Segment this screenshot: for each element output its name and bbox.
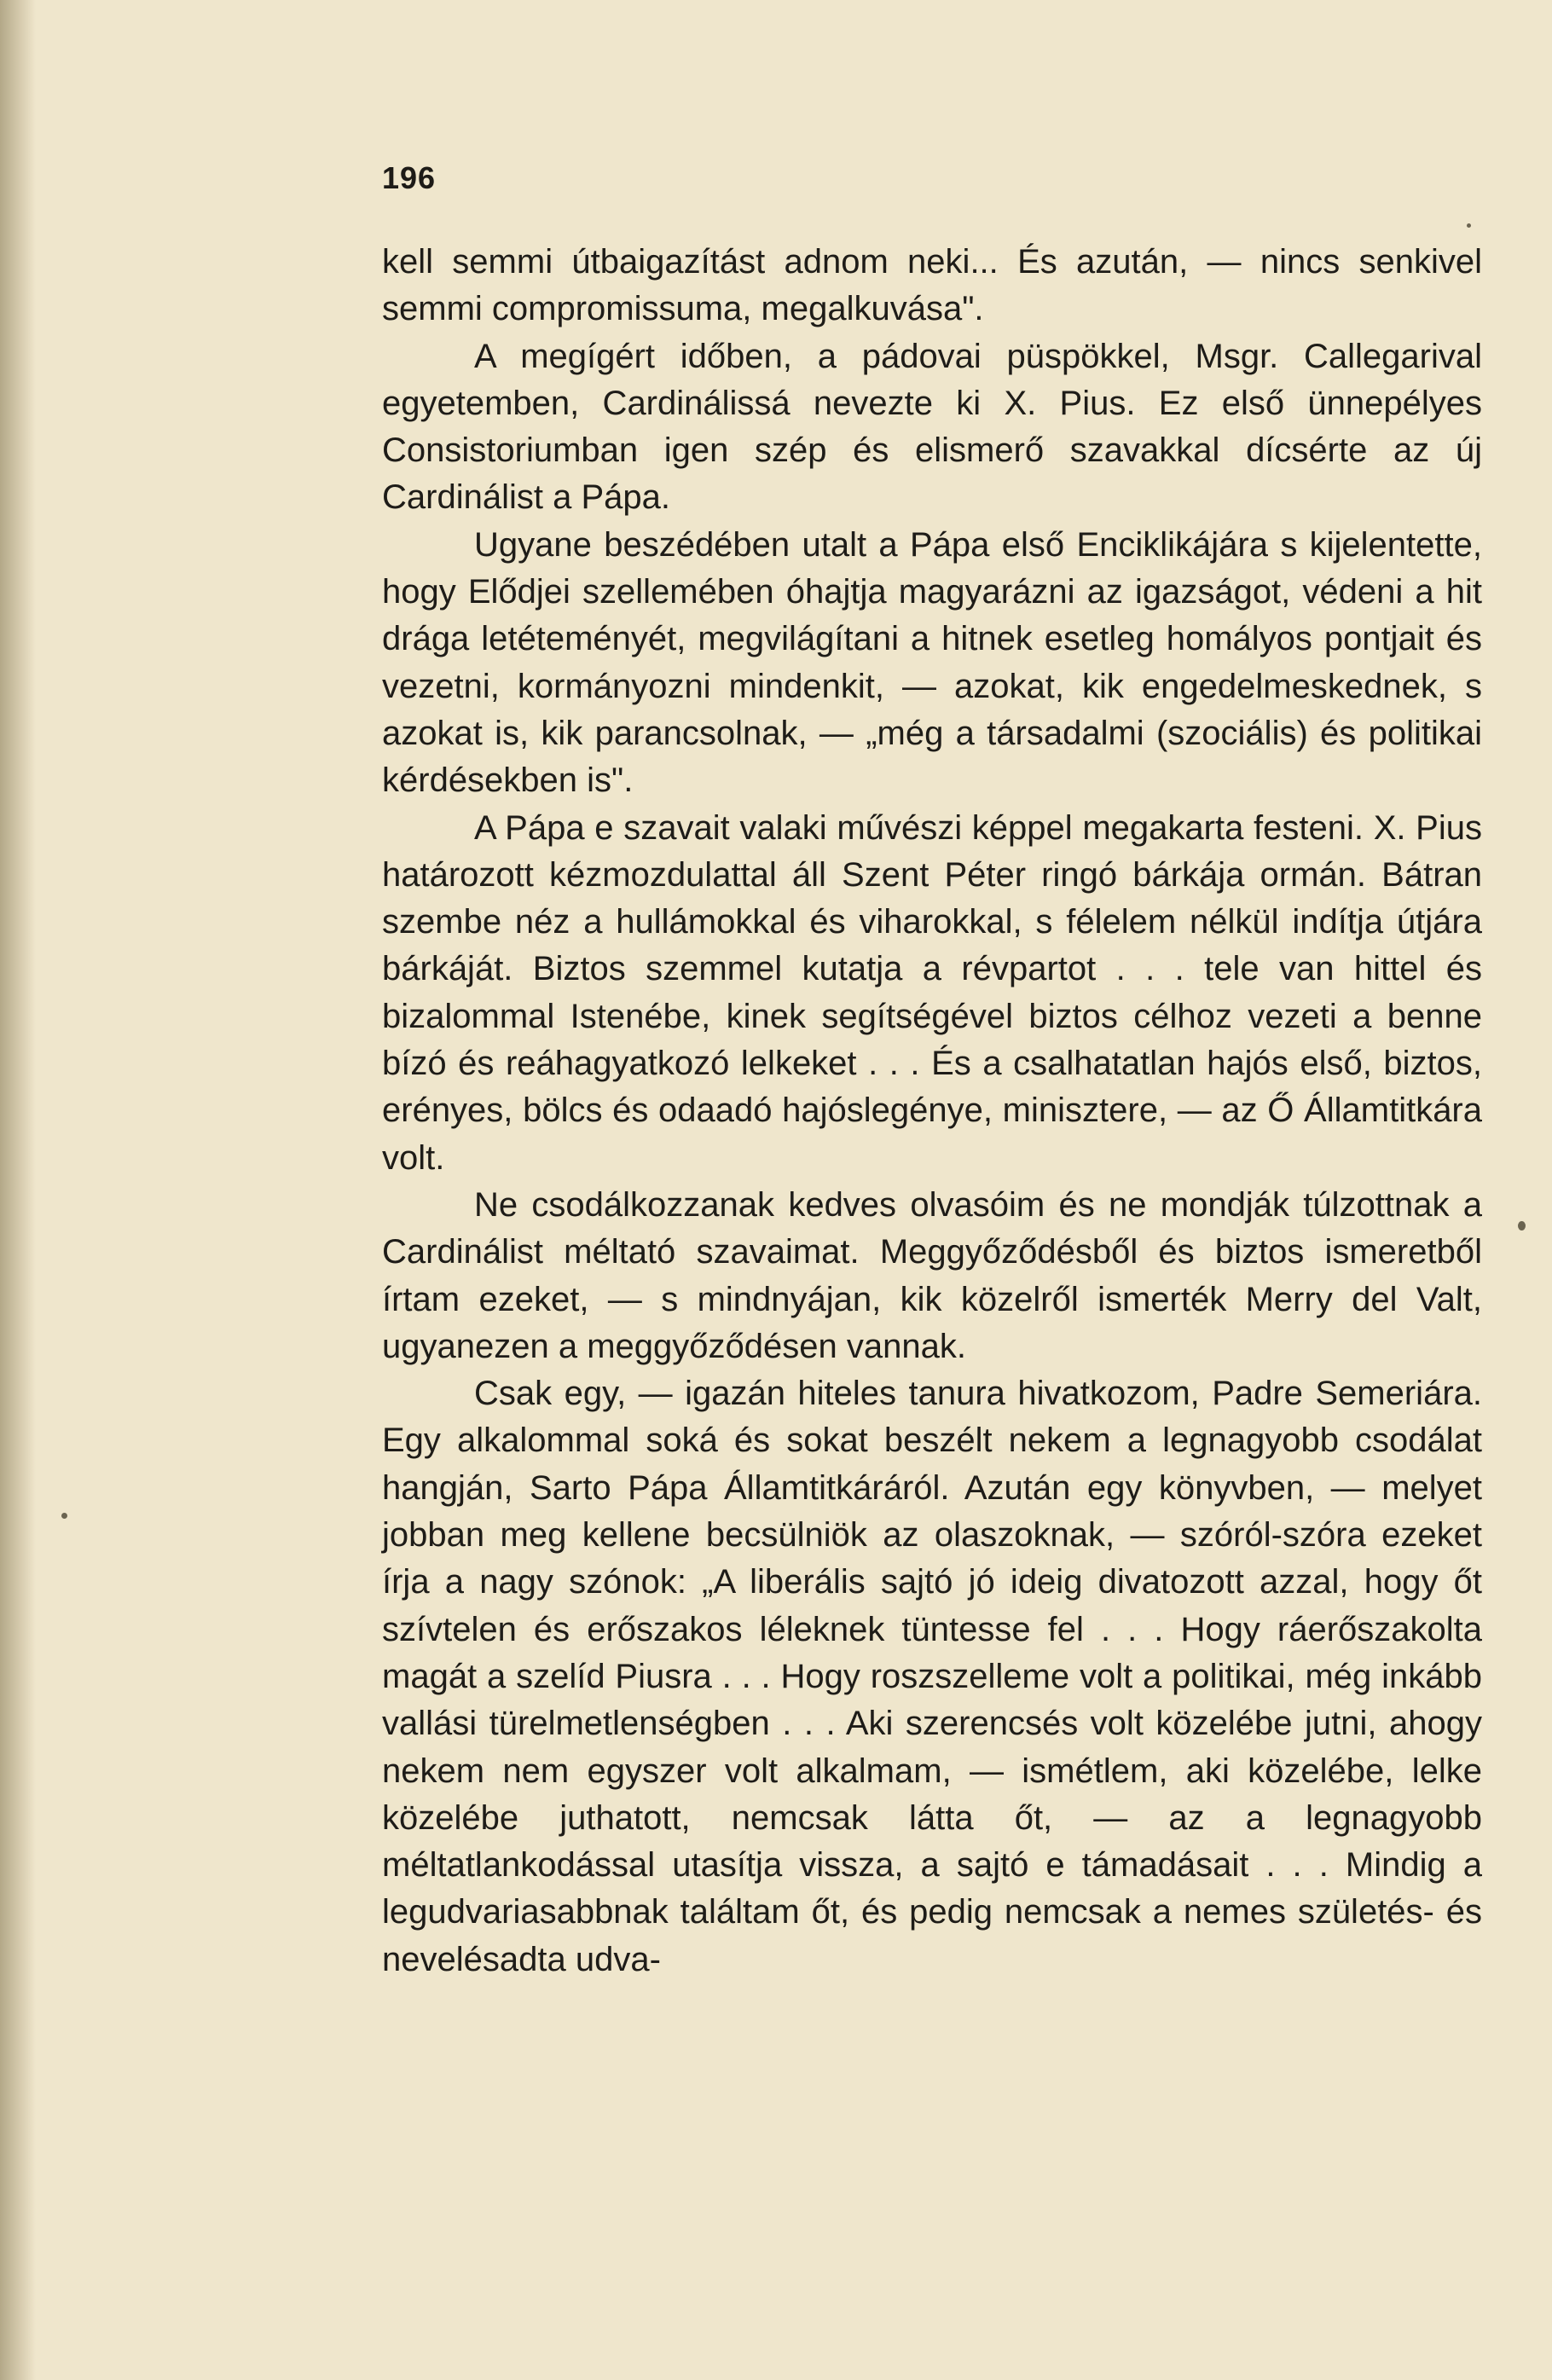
text-body — [382, 239, 1482, 1983]
paper-speck — [61, 1513, 67, 1519]
paragraph-6: Csak egy, — igazán hiteles tanura hivatkozom, Padre Semeriára. Egy alkalommal soká és sokat beszélt nekem a legnagyobb csodálat hangján, Sarto Pápa Államtitkáráról. Azután egy könyvben, — melyet jobban meg kellene becsülniök az olaszoknak, — szóról-szóra ezeket írja a nagy szónok: „A liberális sajtó jó ideig divatozott azzal, hogy őt szívtelen és erőszakos léleknek tüntesse fel . . . Hogy ráerőszakolta magát a szelíd Piusra . . . Hogy roszszelleme volt a politikai, még inkább vallási türelmetlenségben . . . Aki szerencsés volt közelébe jutni, ahogy nekem nem egyszer volt alkalmam, — ismétlem, aki közelébe, lelke közelébe juthatott, nemcsak látta őt, — az a legnagyobb méltatlankodással utasítja vissza, a sajtó e támadásait . . . Mindig a legudvariasabbnak találtam őt, és pedig nemcsak a nemes születés- és nevelésadta udva- — [382, 1375, 1482, 1978]
paragraph-2: A megígért időben, a pádovai püspökkel, Msgr. Callegarival egyetemben, Cardinálissá nevezte ki X. Pius. Ez első ünnepélyes Consistoriumban igen szép és elismerő szavakkal dícsérte az új Cardinálist a Pápa. — [382, 337, 1482, 517]
paper-speck — [1518, 1221, 1526, 1231]
paragraph-1: kell semmi útbaigazítást adnom neki... És azután, — nincs senkivel semmi compromissuma, megalkuvása". — [382, 243, 1482, 328]
paper-speck — [1467, 223, 1471, 228]
paragraph-3: Ugyane beszédében utalt a Pápa első Enciklikájára s kijelentette, hogy Elődjei szellemében óhajtja magyarázni az igazságot, védeni a hit drága letéteményét, megvilágítani a hitnek esetleg homályos pontjait és vezetni, kormányozni mindenkit, — azokat, kik engedelmeskednek, s azokat is, kik parancsolnak, — „még a társadalmi (szociális) és politikai kérdésekben is". — [382, 525, 1482, 800]
page-number: 196 — [382, 160, 437, 195]
paragraph-4: A Pápa e szavait valaki művészi képpel megakarta festeni. X. Pius határozott kézmozdulattal áll Szent Péter ringó bárkája ormán. Bátran szembe néz a hullámokkal és viharokkal, s félelem nélkül indítja útjára bárkáját. Biztos szemmel kutatja a révpartot . . . tele van hittel és bizalommal Istenébe, kinek segítségével biztos célhoz vezeti a benne bízó és reáhagyatkozó lelkeket . . . És a csalhatatlan hajós első, biztos, erényes, bölcs és odaadó hajóslegénye, minisztere, — az Ő Államtitkára volt. — [382, 808, 1482, 1177]
paragraph-5: Ne csodálkozzanak kedves olvasóim és ne mondják túlzottnak a Cardinálist méltató szavaimat. Meggyőződésből és biztos ismeretből írtam ezeket, — s mindnyájan, kik közelről ismerték Merry del Valt, ugyanezen a meggyőződésen vannak. — [382, 1185, 1482, 1365]
